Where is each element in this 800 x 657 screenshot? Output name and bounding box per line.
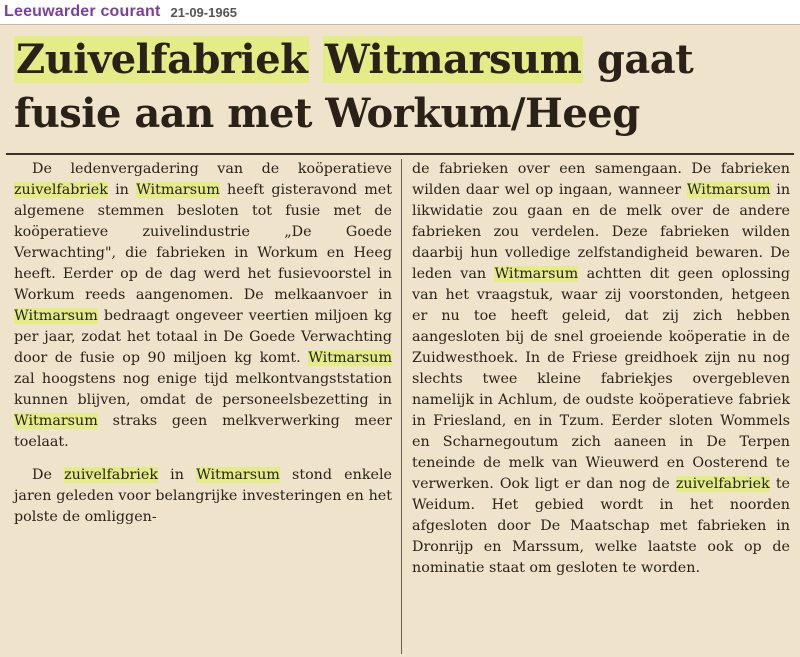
keyword-highlight: zuivelfabriek <box>14 182 108 198</box>
text-run: in <box>170 467 184 483</box>
text-run: achtten dit geen oplossing van het vraagstuk, waar zij voorstonden, hetgeen er nu toe heeft geleid, dat zij zich hebben aangesloten bij de snel groeiende koöperatie in de Zuidwesthoek. In de Friese greidhoek zijn nu nog slechts twee kleine fabriekjes overgebleven namelijk in Achlum, de oudste koöperatieve fabriek in Friesland, en in Tzum. Eerder sloten Wommels en Scharnegoutum zich aaneen in De Terpen teneinde de melk van Wieuwerd en Oosterend te verwerken. Ook ligt er dan nog de <box>412 266 790 492</box>
keyword-highlight: Witmarsum <box>686 182 771 198</box>
text-run: De <box>32 467 52 483</box>
text-run: de fabrieken over een samengaan. De fabrieken wilden daar wel op ingaan, wanneer <box>412 161 790 198</box>
text-run: heeft gisteravond met algemene stemmen besloten tot fusie met de koöperatieve zuivelindustrie „De Goede Verwachting", die fabrieken in Workum en Heeg heeft. Eerder op de dag werd het fusievoorstel in Workum reeds aangenomen. De melkaanvoer in <box>14 182 393 303</box>
headline-rule <box>6 153 794 155</box>
headline-word-gaat: gaat <box>596 36 694 83</box>
paragraph-2 <box>14 465 392 528</box>
keyword-highlight: Witmarsum <box>494 266 579 282</box>
article-column-1 <box>14 159 392 528</box>
newspaper-clipping <box>0 24 800 657</box>
source-bar <box>0 0 800 24</box>
text-run: De ledenvergadering van de koöperatieve <box>32 161 392 177</box>
keyword-highlight: Witmarsum <box>14 413 98 429</box>
keyword-highlight: Witmarsum <box>136 182 220 198</box>
headline <box>14 33 794 141</box>
text-run: zal hoogstens nog enige tijd melkontvangststation kunnen blijven, omdat de personeelsbezetting in <box>14 371 392 408</box>
text-run: bedraagt ongeveer veertien miljoen kg per jaar, zodat het totaal in De Goede Verwachting door de fusie op 90 miljoen kg komt. <box>14 308 393 366</box>
headline-keyword-zuivelfabriek: Zuivelfabriek <box>16 36 308 83</box>
keyword-highlight: zuivelfabriek <box>675 476 770 492</box>
keyword-highlight: zuivelfabriek <box>64 467 158 483</box>
text-run: te Weidum. Het gebied wordt in het noorden afgesloten door De Maatschap met fabrieken in Dronrijp en Marssum, welke laatste ook op de nominatie staat om gesloten te worden. <box>412 476 791 576</box>
text-run: in <box>115 182 129 198</box>
article-column-2 <box>412 159 790 579</box>
text-run: stond enkele jaren geleden voor belangrijke investeringen en het polste de omliggen- <box>14 467 392 525</box>
publication-date: 21-09-1965 <box>170 4 238 20</box>
text-run: in likwidatie zou gaan en de melk over de andere fabrieken zou verdelen. Deze fabrieken wilden daarbij hun volledige zelfstandigheid bewaren. De leden van <box>412 182 791 282</box>
column-divider <box>401 159 402 654</box>
keyword-highlight: Witmarsum <box>308 350 392 366</box>
keyword-highlight: Witmarsum <box>196 467 280 483</box>
headline-keyword-witmarsum: Witmarsum <box>324 36 582 83</box>
newspaper-name: Leeuwarder courant <box>4 3 161 20</box>
keyword-highlight: Witmarsum <box>14 308 98 324</box>
paragraph-1 <box>14 159 392 453</box>
headline-line-2: fusie aan met Workum/Heeg <box>14 90 640 137</box>
text-run: straks geen melkverwerking meer toelaat. <box>14 413 392 450</box>
paragraph-continued <box>412 159 790 579</box>
